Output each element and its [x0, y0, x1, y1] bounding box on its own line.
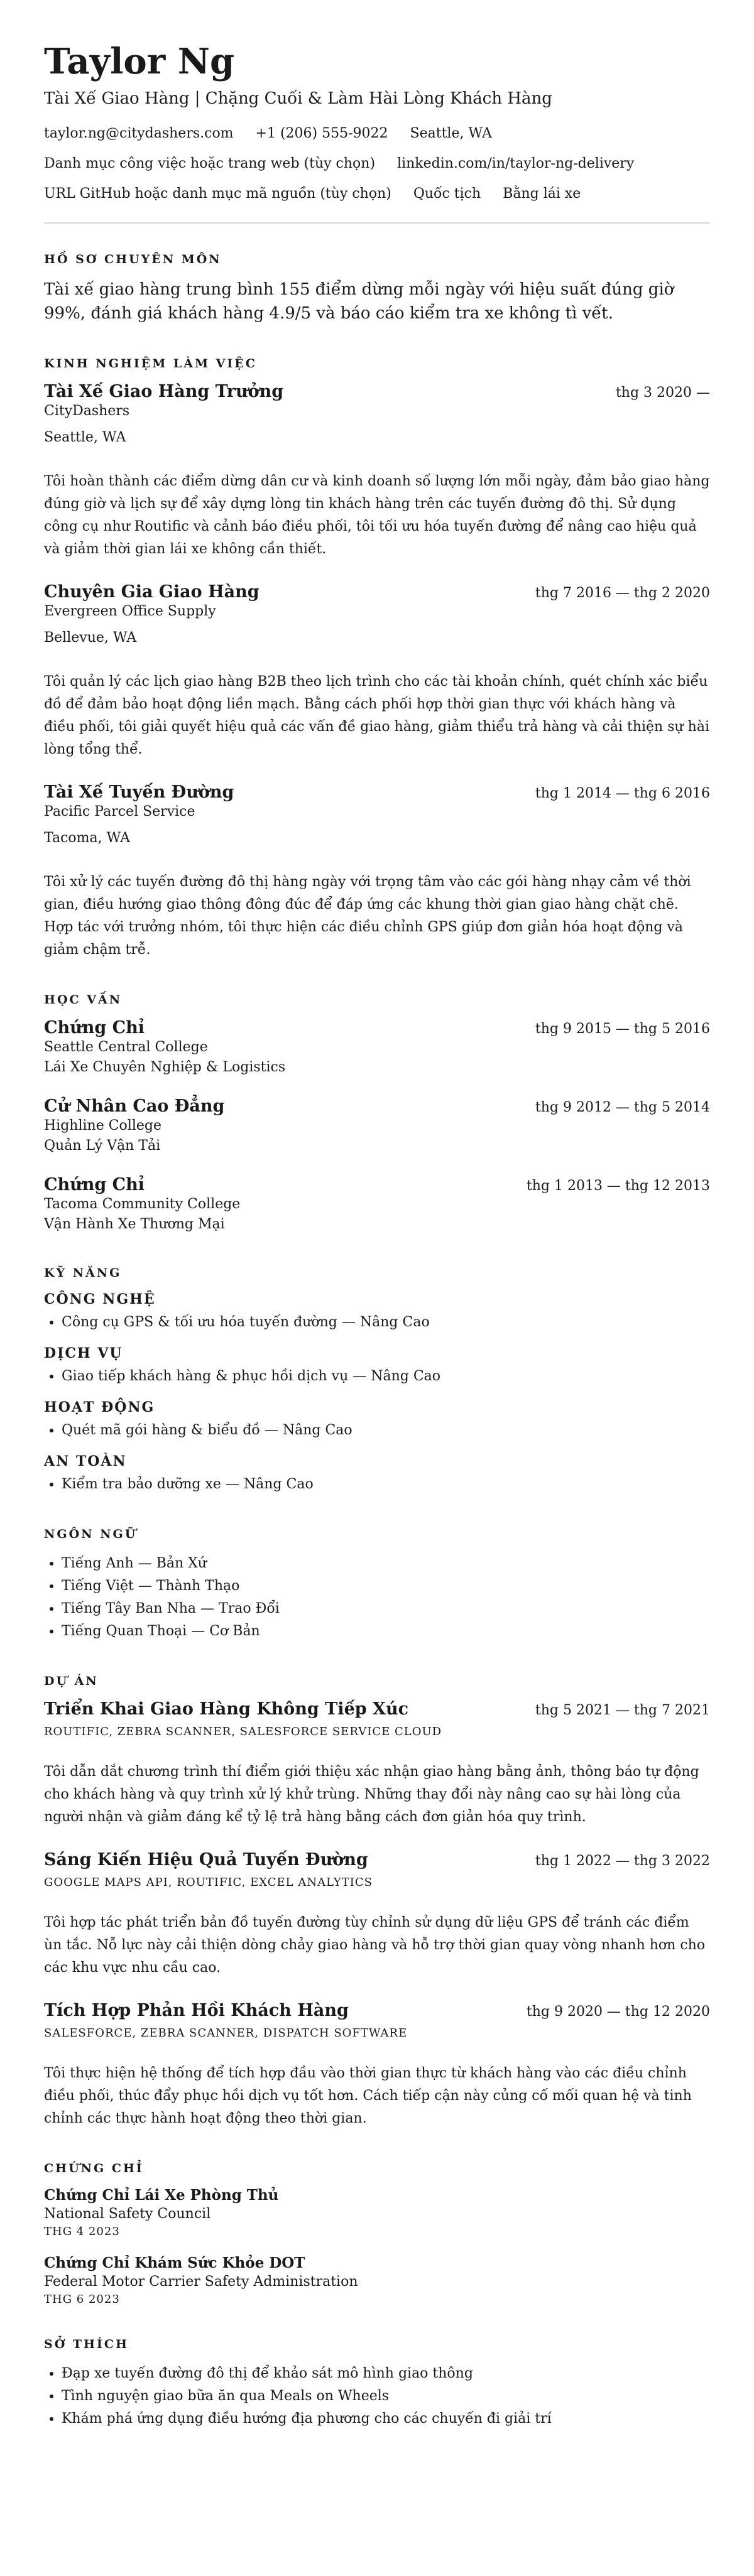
project-description: Tôi dẫn dắt chương trình thí điểm giới thiệu xác nhận giao hàng bằng ảnh, thông báo tự động cho khách hàng và quy trình xử lý khử trùng. Những thay đổi này nâng cao sự hài lòng của người nhận và giảm đáng kể tỷ lệ trả hàng bằng cách đơn giản hóa quy trình. [44, 1764, 699, 1825]
entry-header [44, 1018, 710, 1037]
project-entry [44, 1850, 710, 1979]
company-name: Pacific Parcel Service [44, 804, 195, 820]
project-dates: thg 9 2020 — thg 12 2020 [526, 2004, 710, 2020]
skill-item: • Công cụ GPS & tối ưu hóa tuyến đường — Nâng Cao [62, 1311, 710, 1334]
project-dates: thg 1 2022 — thg 3 2022 [535, 1853, 710, 1869]
languages-list [44, 1552, 710, 1643]
education-dates: thg 1 2013 — thg 12 2013 [526, 1178, 710, 1194]
skill-item: • Quét mã gói hàng & biểu đồ — Nâng Cao [62, 1419, 710, 1442]
entry-header [44, 582, 710, 602]
language-item: • Tiếng Tây Ban Nha — Trao Đổi [62, 1598, 710, 1620]
project-entry [44, 1699, 710, 1829]
job-title: Tài Xế Giao Hàng Trưởng [44, 382, 284, 401]
entry-header [44, 782, 710, 802]
school-name: Seattle Central College [44, 1039, 208, 1055]
job-dates: thg 1 2014 — thg 6 2016 [535, 786, 710, 801]
project-title: Triển Khai Giao Hàng Không Tiếp Xúc [44, 1699, 409, 1719]
project-tech: GOOGLE MAPS API, ROUTIFIC, EXCEL ANALYTICS [44, 1876, 373, 1889]
skill-item: • Kiểm tra bảo dưỡng xe — Nâng Cao [62, 1473, 710, 1496]
section-title-languages: NGÔN NGỮ [44, 1527, 138, 1541]
github-link[interactable]: URL GitHub hoặc danh mục mã nguồn (tùy chọn) [44, 186, 391, 202]
experience-entry [44, 382, 710, 561]
certifications-section [44, 2162, 710, 2306]
project-tech: ROUTIFIC, ZEBRA SCANNER, SALESFORCE SERVICE CLOUD [44, 1725, 442, 1738]
education-dates: thg 9 2015 — thg 5 2016 [535, 1021, 710, 1037]
job-dates: thg 7 2016 — thg 2 2020 [535, 585, 710, 601]
interest-item: • Tình nguyện giao bữa ăn qua Meals on Wheels [62, 2385, 710, 2408]
field-of-study: Vận Hành Xe Thương Mại [44, 1216, 225, 1232]
interests-section [44, 2337, 710, 2430]
section-title-experience: KINH NGHIỆM LÀM VIỆC [44, 357, 257, 371]
job-description: Tôi hoàn thành các điểm dừng dân cư và kinh doanh số lượng lớn mỗi ngày, đảm bảo giao hàng đúng giờ và lịch sự để xây dựng lòng tin khách hàng trên các tuyến đường đô thị. Sử dụng công cụ như Routific và cảnh báo điều phối, tôi tối ưu hóa tuyến đường để nâng cao hiệu quả và giảm thời gian lái xe không cần thiết. [44, 474, 710, 557]
certification-entry [44, 2254, 710, 2306]
entry-header [44, 1850, 710, 1870]
projects-section [44, 1674, 710, 2130]
job-title: Chuyên Gia Giao Hàng [44, 582, 260, 602]
language-item: • Tiếng Anh — Bản Xứ [62, 1552, 710, 1575]
skill-list [44, 1365, 710, 1388]
experience-section [44, 357, 710, 961]
degree-title: Cử Nhân Cao Đẳng [44, 1096, 225, 1116]
skill-category: CÔNG NGHỆ [44, 1291, 156, 1307]
project-description: Tôi hợp tác phát triển bản đồ tuyến đường tùy chỉnh sử dụng dữ liệu GPS để tránh các điểm ùn tắc. Nỗ lực này cải thiện dòng chảy giao hàng và hỗ trợ thời gian quay vòng nhanh hơn cho các khu vực nhu cầu cao. [44, 1915, 706, 1976]
interest-item: • Khám phá ứng dụng điều hướng địa phương cho các chuyến đi giải trí [62, 2408, 710, 2430]
section-title-interests: SỞ THÍCH [44, 2337, 129, 2351]
skill-item: • Giao tiếp khách hàng & phục hồi dịch vụ — Nâng Cao [62, 1365, 710, 1388]
project-entry [44, 2001, 710, 2130]
section-title-certifications: CHỨNG CHỈ [44, 2162, 144, 2175]
certification-entry [44, 2187, 710, 2238]
language-item: • Tiếng Quan Thoại — Cơ Bản [62, 1620, 710, 1643]
education-section [44, 993, 710, 1235]
degree-title: Chứng Chỉ [44, 1018, 145, 1037]
driver-license: Bằng lái xe [503, 186, 581, 202]
cert-name: Chứng Chỉ Lái Xe Phòng Thủ [44, 2187, 279, 2204]
summary-text: Tài xế giao hàng trung bình 155 điểm dừng mỗi ngày với hiệu suất đúng giờ 99%, đánh giá khách hàng 4.9/5 và báo cáo kiểm tra xe không tì vết. [44, 280, 674, 323]
job-description: Tôi quản lý các lịch giao hàng B2B theo lịch trình cho các tài khoản chính, quét chính xác biểu đồ để đảm bảo hoạt động liền mạch. Bằng cách phối hợp thời gian thực với khách hàng và điều phối, tôi giải quyết hiệu quả các vấn đề giao hàng, giảm thiểu trả hàng và cải thiện sự hài lòng tổng thể. [44, 674, 709, 757]
skill-category: AN TOÀN [44, 1453, 127, 1469]
skill-list [44, 1419, 710, 1442]
project-title: Tích Hợp Phản Hồi Khách Hàng [44, 2001, 349, 2020]
header-divider [44, 222, 710, 224]
entry-header [44, 1699, 710, 1719]
portfolio-link[interactable]: Danh mục công việc hoặc trang web (tùy chọn) [44, 156, 376, 171]
job-location: Tacoma, WA [44, 830, 131, 846]
contact-row-3 [44, 185, 710, 203]
project-tech: SALESFORCE, ZEBRA SCANNER, DISPATCH SOFTWARE [44, 2027, 408, 2040]
section-title-summary: HỒ SƠ CHUYÊN MÔN [44, 252, 222, 266]
entry-header [44, 1175, 710, 1194]
contact-row-1 [44, 124, 710, 143]
location: Seattle, WA [410, 126, 492, 141]
entry-header [44, 382, 710, 401]
languages-section [44, 1527, 710, 1643]
cert-issuer: Federal Motor Carrier Safety Administration [44, 2274, 358, 2290]
section-title-projects: DỰ ÁN [44, 1674, 99, 1688]
company-name: CityDashers [44, 403, 130, 419]
education-entry [44, 1018, 710, 1078]
entry-header [44, 2001, 710, 2020]
email-link[interactable]: taylor.ng@citydashers.com [44, 126, 234, 141]
job-location: Seattle, WA [44, 430, 126, 445]
section-title-skills: KỸ NĂNG [44, 1266, 122, 1280]
entry-header [44, 1096, 710, 1116]
skill-list [44, 1473, 710, 1496]
cert-date: THG 4 2023 [44, 2225, 120, 2238]
school-name: Highline College [44, 1118, 161, 1134]
linkedin-link[interactable]: linkedin.com/in/taylor-ng-delivery [397, 156, 635, 171]
job-dates: thg 3 2020 — [615, 385, 710, 401]
phone-number: +1 (206) 555-9022 [255, 126, 388, 141]
field-of-study: Lái Xe Chuyên Nghiệp & Logistics [44, 1059, 286, 1075]
field-of-study: Quản Lý Vận Tải [44, 1138, 161, 1154]
skill-category: HOẠT ĐỘNG [44, 1399, 155, 1415]
job-description: Tôi xử lý các tuyến đường đô thị hàng ngày với trọng tâm vào các gói hàng nhạy cảm về thời gian, điều hướng giao thông đông đúc để đáp ứng các khung thời gian giao hàng chặt chẽ. Hợp tác với trưởng nhóm, tôi thực hiện các điều chỉnh GPS giúp đơn giản hóa hoạt động và giảm chậm trễ. [44, 874, 691, 958]
section-title-education: HỌC VẤN [44, 993, 123, 1007]
tagline: Tài Xế Giao Hàng | Chặng Cuối & Làm Hài Lòng Khách Hàng [44, 89, 552, 108]
education-entry [44, 1096, 710, 1156]
education-dates: thg 9 2012 — thg 5 2014 [535, 1100, 710, 1115]
project-title: Sáng Kiến Hiệu Quả Tuyến Đường [44, 1850, 368, 1870]
job-location: Bellevue, WA [44, 630, 137, 646]
project-description: Tôi thực hiện hệ thống để tích hợp đầu vào thời gian thực từ khách hàng vào các điều chỉnh điều phối, thúc đẩy phục hồi dịch vụ tốt hơn. Cách tiếp cận này củng cố mối quan hệ và tinh chỉnh các thực hành hoạt động theo thời gian. [44, 2065, 692, 2126]
interest-item: • Đạp xe tuyến đường đô thị để khảo sát mô hình giao thông [62, 2362, 710, 2385]
school-name: Tacoma Community College [44, 1196, 241, 1212]
experience-entry [44, 582, 710, 761]
skill-category: DỊCH VỤ [44, 1345, 123, 1361]
experience-entry [44, 782, 710, 961]
job-title: Tài Xế Tuyến Đường [44, 782, 234, 802]
language-item: • Tiếng Việt — Thành Thạo [62, 1575, 710, 1598]
company-name: Evergreen Office Supply [44, 603, 216, 619]
skill-list [44, 1311, 710, 1334]
skills-section [44, 1266, 710, 1496]
interests-list [44, 2362, 710, 2430]
degree-title: Chứng Chỉ [44, 1175, 145, 1194]
cert-name: Chứng Chỉ Khám Sức Khỏe DOT [44, 2254, 305, 2271]
project-dates: thg 5 2021 — thg 7 2021 [535, 1702, 710, 1718]
cert-date: THG 6 2023 [44, 2293, 120, 2306]
nationality: Quốc tịch [413, 186, 481, 202]
candidate-name: Taylor Ng [44, 41, 235, 82]
education-entry [44, 1175, 710, 1235]
contact-row-2 [44, 154, 710, 173]
cert-issuer: National Safety Council [44, 2206, 211, 2222]
summary-section [44, 252, 710, 325]
